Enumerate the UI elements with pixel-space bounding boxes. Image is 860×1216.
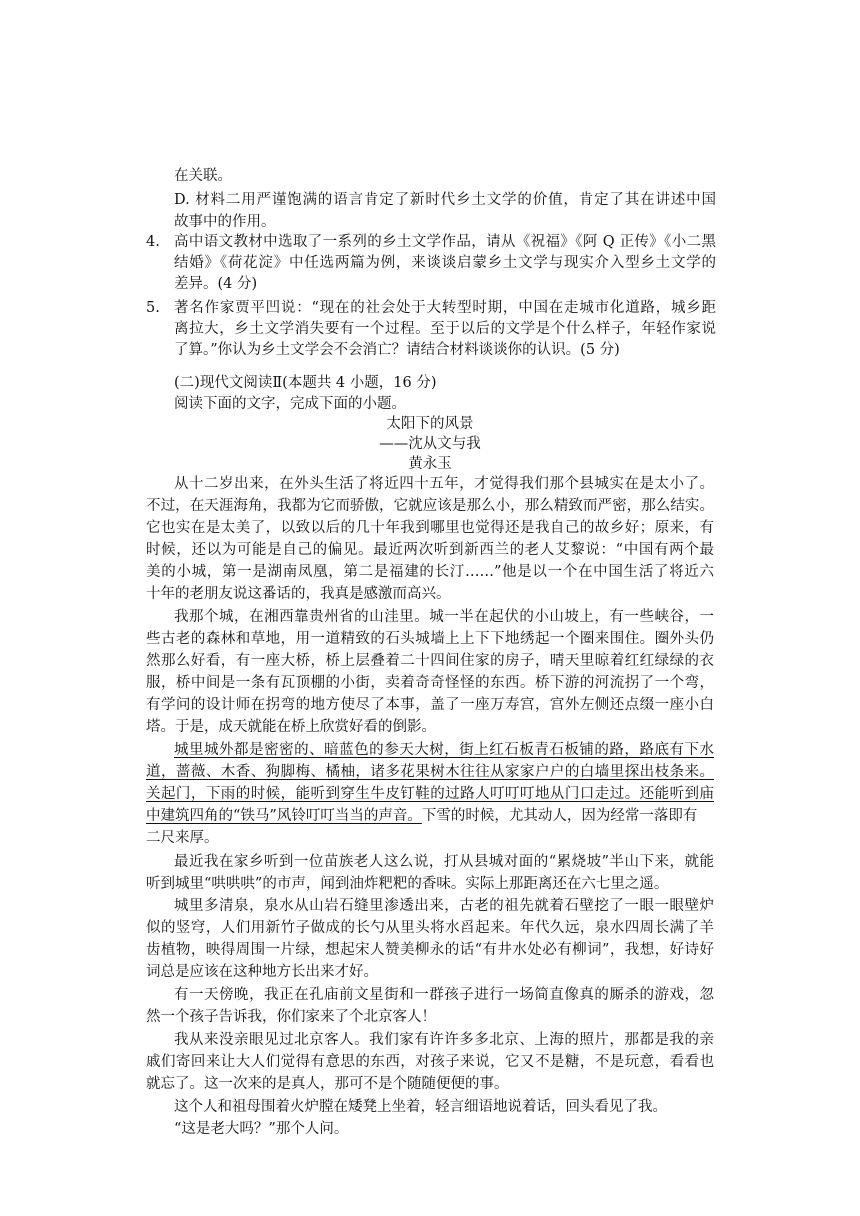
option-c-tail: 在关联。 <box>174 168 232 184</box>
option-d-line-1: D. 材料二用严谨饱满的语言肯定了新时代乡土文学的价值，肯定了其在讲述中国 <box>174 192 716 208</box>
article-title: 太阳下的风景 <box>386 416 474 432</box>
paragraph-1-line-4: 时候，还以为可能是自己的偏见。最近两次听到新西兰的老人艾黎说：“中国有两个最 <box>146 542 714 558</box>
paragraph-2-line-3: 然那么好看，有一座大桥，桥上层叠着二十四间住家的房子，晴天里晾着红红绿绿的衣 <box>146 653 714 669</box>
question-5-line-2: 离拉大，乡土文学消失要有一个过程。至于以后的文学是个什么样子，年轻作家说 <box>174 321 716 337</box>
paragraph-3-plain-end: 下雪的时候，尤其动人，因为经常一落即有 <box>421 808 698 824</box>
paragraph-7-line-1: 我从来没亲眼见过北京客人。我们家有许许多多北京、上海的照片，那都是我的亲 <box>174 1032 714 1048</box>
paragraph-3-underlined-end: 中建筑四角的“铁马”风铃叮叮当当的声音。 <box>146 808 422 824</box>
paragraph-5-line-4: 词总是应该在这种地方长出来才好。 <box>146 964 378 980</box>
paragraph-4-line-2: 听到城里“哄哄哄”的市声，闻到油炸粑粑的香味。实际上那距离还在六七里之遥。 <box>146 876 669 892</box>
paragraph-9: “这是老大吗？”那个人问。 <box>174 1121 349 1137</box>
section-heading: (二)现代文阅读Ⅱ(本题共 4 小题，16 分) <box>174 375 437 391</box>
article-subtitle: ——沈从文与我 <box>379 436 481 452</box>
paragraph-3-line-4 <box>146 804 714 828</box>
paragraph-6-line-1: 有一天傍晚，我正在孔庙前文星街和一群孩子进行一场简直像真的厮杀的游戏，忽 <box>174 987 714 1003</box>
paragraph-6-line-2: 然一个孩子告诉我，你们家来了个北京客人！ <box>146 1009 436 1025</box>
question-4-line-2: 结婚》《荷花淀》中任选两篇为例，来谈谈启蒙乡土文学与现实介入型乡土文学的 <box>174 255 716 271</box>
paragraph-1-line-1: 从十二岁出来，在外头生活了将近四十五年，才觉得我们那个县城实在是太小了。 <box>174 476 714 492</box>
paragraph-3-line-5: 二尺来厚。 <box>146 830 219 846</box>
question-4-line-1: 高中语文教材中选取了一系列的乡土文学作品，请从《祝福》《阿 Q 正传》《小二黑 <box>174 234 716 250</box>
paragraph-2-line-1: 我那个城，在湘西靠贵州省的山洼里。城一半在起伏的小山坡上，有一些峡谷，一 <box>174 609 714 625</box>
question-4-number: 4. <box>146 234 160 250</box>
paragraph-2-line-4: 服，桥中间是一条有瓦顶棚的小街，卖着奇奇怪怪的东西。桥下游的河流拐了一个弯， <box>146 675 714 691</box>
paragraph-5-line-1: 城里多清泉，泉水从山岩石缝里渗透出来，古老的祖先就着石壁挖了一眼一眼壁炉 <box>174 898 714 914</box>
paragraph-5-line-3: 齿植物，映得周围一片绿，想起宋人赞美柳永的话“有井水处必有柳词”，我想，好诗好 <box>146 942 714 958</box>
paragraph-1-line-5: 美的小城，第一是湖南凤凰，第二是福建的长汀……”他是以一个在中国生活了将近六 <box>146 564 714 580</box>
question-4-line-3: 差异。(4 分) <box>174 276 258 292</box>
paragraph-2-line-6: 塔。于是，成天就能在桥上欣赏好看的倒影。 <box>146 719 436 735</box>
section-instruction: 阅读下面的文字，完成下面的小题。 <box>174 396 406 412</box>
paragraph-1-line-2: 不过，在天涯海角，我都为它而骄傲，它就应该是那么小，那么精致而严密，那么结实。 <box>146 498 714 514</box>
paragraph-3-line-1: 城里城外都是密密的、暗蓝色的参天大树，街上红石板青石板铺的路，路底有下水 <box>174 742 714 758</box>
option-d-line-2: 故事中的作用。 <box>174 214 276 230</box>
article-author: 黄永玉 <box>408 456 452 472</box>
question-5-line-3: 了算。”你认为乡土文学会不会消亡？请结合材料谈谈你的认识。(5 分) <box>174 342 620 358</box>
paragraph-3-line-3: 关起门，下雨的时候，能听到穿生牛皮钉鞋的过路人叮叮叮地从门口走过。还能听到庙 <box>146 786 714 802</box>
paragraph-7-line-3: 就忘了。这一次来的是真人，那可不是个随随便便的事。 <box>146 1076 509 1092</box>
question-5-line-1: 著名作家贾平凹说：“现在的社会处于大转型时期，中国在走城市化道路，城乡距 <box>174 300 716 316</box>
paragraph-2-line-5: 有学问的设计师在拐弯的地方使尽了本事，盖了一座万寿宫，宫外左侧还点缀一座小白 <box>146 697 714 713</box>
paragraph-1-line-3: 它也实在是太美了，以致以后的几十年我到哪里也觉得还是我自己的故乡好；原来，有 <box>146 520 714 536</box>
paragraph-8: 这个人和祖母围着火炉膛在矮凳上坐着，轻言细语地说着话，回头看见了我。 <box>174 1099 667 1115</box>
paragraph-3-line-2: 道，蔷薇、木香、狗脚梅、橘柚，诸多花果树木往往从家家户户的白墙里探出枝条来。 <box>146 764 714 780</box>
paragraph-7-line-2: 戚们寄回来让大人们觉得有意思的东西，对孩子来说，它又不是糖，不是玩意，看看也 <box>146 1054 714 1070</box>
paragraph-5-line-2: 似的竖穹，人们用新竹子做成的长勺从里头将水舀起来。年代久远，泉水四周长满了羊 <box>146 920 714 936</box>
question-5-number: 5. <box>146 300 160 316</box>
paragraph-1-line-6: 十年的老朋友说这番话的，我真是感激而高兴。 <box>146 586 451 602</box>
paragraph-4-line-1: 最近我在家乡听到一位苗族老人这么说，打从县城对面的“累烧坡”半山下来，就能 <box>174 854 714 870</box>
paragraph-2-line-2: 些古老的森林和草地，用一道精致的石头城墙上上下下地绣起一个圈来围住。圈外头仍 <box>146 631 714 647</box>
